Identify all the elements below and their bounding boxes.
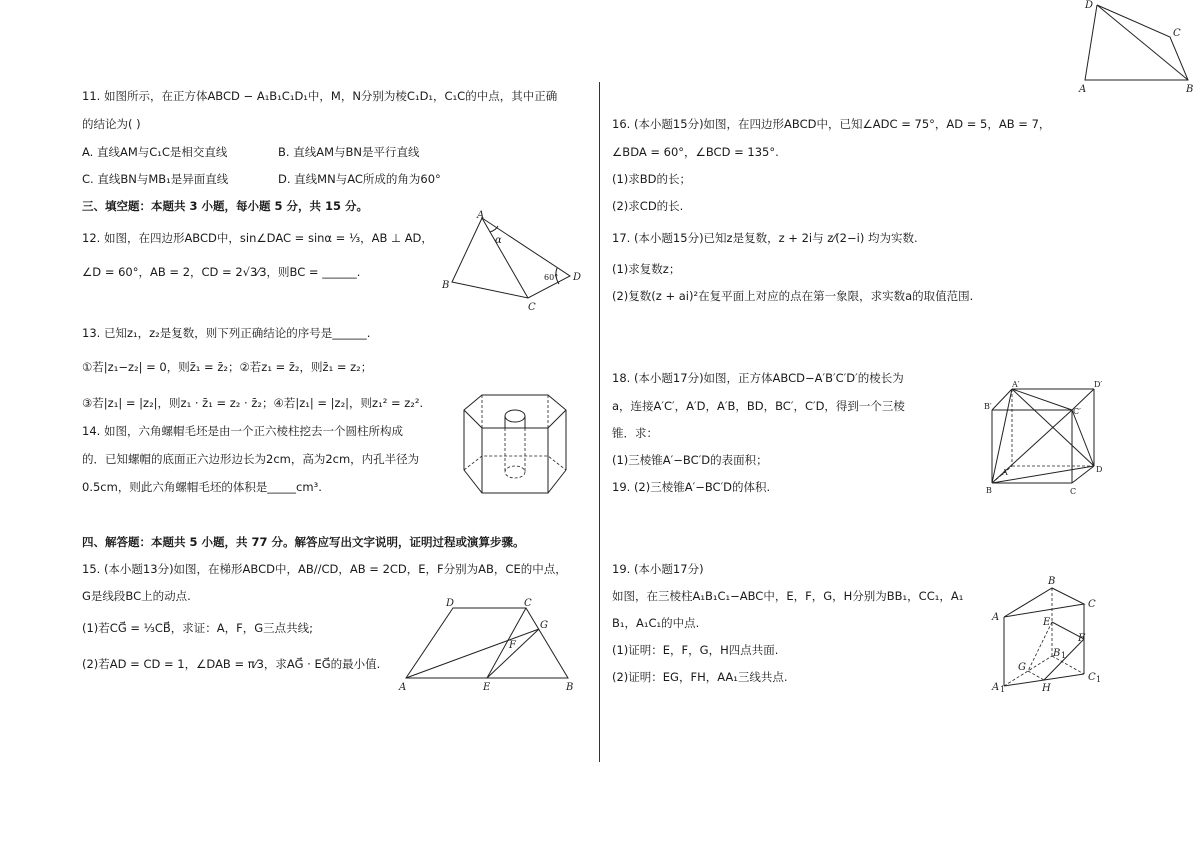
label-alpha: α — [495, 235, 502, 246]
label-C: C — [1088, 599, 1096, 610]
label-angle-60: 60° — [544, 273, 559, 282]
label-G: G — [1018, 662, 1026, 673]
label-B: B — [1048, 576, 1056, 587]
label-D: D — [1096, 465, 1103, 474]
q15-line1: 15. (本小题13分)如图，在梯形ABCD中，AB//CD，AB = 2CD，E，F分别为AB，CE的中点， — [82, 562, 567, 576]
q18-line4: (1)三棱锥A′−BC′D的表面积； — [612, 453, 768, 467]
label-E: E — [483, 682, 491, 693]
label-D: D — [573, 272, 582, 283]
q16-line4: (2)求CD的长. — [612, 199, 684, 213]
label-D: D — [1085, 0, 1094, 11]
label-B: B — [566, 682, 574, 693]
label-A: A — [477, 210, 485, 221]
q16-line1: 16. (本小题15分)如图，在四边形ABCD中，已知∠ADC = 75°，AD = 5，AB = 7， — [612, 117, 1051, 131]
q17-line1: 17. (本小题15分)已知z是复数，z + 2i与 z⁄(2−i) 均为实数. — [612, 231, 918, 245]
label-A: A — [992, 612, 1000, 623]
q19-line5: (2)证明：EG，FH，AA₁三线共点. — [612, 670, 788, 684]
q19-line3: B₁，A₁C₁的中点. — [612, 616, 700, 630]
label-C1: C — [1088, 672, 1096, 683]
q11-option-b: B. 直线AM与BN是平行直线 — [278, 145, 420, 159]
label-C1-sub: 1 — [1096, 675, 1102, 684]
figure-q19-prism — [988, 574, 1113, 694]
figure-q18-cube — [984, 378, 1109, 498]
q19-line2: 如图，在三棱柱A₁B₁C₁−ABC中，E，F，G，H分别为BB₁，CC₁，A₁ — [612, 589, 964, 603]
label-A1-sub: 1 — [1000, 685, 1006, 694]
label-F: F — [1078, 633, 1085, 644]
q11-option-d: D. 直线MN与AC所成的角为60° — [278, 172, 441, 186]
label-A: A — [399, 682, 407, 693]
q18-line1: 18. (本小题17分)如图，正方体ABCD−A′B′C′D′的棱长为 — [612, 371, 904, 385]
section-fill-in: 三、填空题：本题共 3 小题，每小题 5 分，共 15 分。 — [82, 199, 369, 213]
section-solutions: 四、解答题：本题共 5 小题，共 77 分。解答应写出文字说明，证明过程或演算步骤。 — [82, 535, 525, 549]
label-B: B — [986, 486, 992, 495]
label-A1: A′ — [1012, 380, 1020, 389]
q17-line3: (2)复数(z + ai)²在复平面上对应的点在第一象限，求实数a的取值范围. — [612, 289, 974, 303]
label-D: D — [446, 598, 455, 609]
q18-line3: 锥．求： — [612, 426, 658, 440]
figure-q15-trapezoid — [398, 596, 583, 694]
q18-line2: a，连接A′C′，A′D，A′B，BD，BC′，C′D，得到一个三棱 — [612, 399, 905, 413]
label-C1: C′ — [1073, 407, 1081, 416]
label-E: E — [1043, 617, 1051, 628]
label-B: B — [442, 280, 450, 291]
q11-option-c: C. 直线BN与MB₁是异面直线 — [82, 172, 229, 186]
label-C: C — [524, 598, 532, 609]
q18-line5: 19. (2)三棱锥A′−BC′D的体积. — [612, 480, 771, 494]
figure-q14-hex-nut — [460, 388, 575, 500]
q11-option-a: A. 直线AM与C₁C是相交直线 — [82, 145, 228, 159]
q12-line1: 12. 如图，在四边形ABCD中，sin∠DAC = sinα = ⅓，AB ⊥ AD， — [82, 231, 433, 245]
q13-line1: 13. 已知z₁，z₂是复数，则下列正确结论的序号是______. — [82, 326, 371, 340]
q17-line2: (1)求复数z； — [612, 262, 681, 276]
label-H: H — [1042, 683, 1051, 694]
label-G: G — [540, 620, 548, 631]
figure-q12-quadrilateral — [440, 210, 590, 315]
q11-line2: 的结论为( ) — [82, 117, 141, 131]
q15-line4: (2)若AD = CD = 1，∠DAB = π⁄3，求AG⃗ · EG⃗的最小值. — [82, 657, 381, 671]
q16-line2: ∠BDA = 60°，∠BCD = 135°. — [612, 145, 779, 159]
q11-line1: 11. 如图所示，在正方体ABCD − A₁B₁C₁D₁中，M，N分别为棱C₁D₁，C₁C的中点，其中正确 — [82, 89, 558, 103]
q19-line4: (1)证明：E，F，G，H四点共面. — [612, 643, 779, 657]
label-C: C — [1173, 28, 1181, 39]
label-B1: B — [1053, 648, 1061, 659]
q16-line3: (1)求BD的长； — [612, 172, 692, 186]
q15-line2: G是线段BC上的动点. — [82, 589, 191, 603]
label-F: F — [509, 640, 516, 651]
label-B1-sub: 1 — [1061, 651, 1067, 660]
q15-line3: (1)若CG⃗ = ⅓CB⃗，求证：A，F，G三点共线; — [82, 621, 314, 635]
figure-top-quadrilateral — [1078, 0, 1198, 95]
q13-line3: ③若|z₁| = |z₂|，则z₁ · z̄₁ = z₂ · z̄₂；④若|z₁| = |z₂|，则z₁² = z₂². — [82, 396, 424, 410]
label-C: C — [528, 302, 536, 313]
q14-line2: 的．已知螺帽的底面正六边形边长为2cm，高为2cm，内孔半径为 — [82, 452, 420, 466]
label-D1: D′ — [1094, 380, 1103, 389]
label-A: A — [1079, 84, 1087, 95]
q14-line1: 14. 如图，六角螺帽毛坯是由一个正六棱柱挖去一个圆柱所构成 — [82, 424, 403, 438]
q19-line1: 19. (本小题17分) — [612, 562, 704, 576]
q14-line3: 0.5cm，则此六角螺帽毛坯的体积是_____cm³. — [82, 480, 322, 494]
column-divider — [599, 82, 600, 762]
label-A1: A — [992, 682, 1000, 693]
label-B1: B′ — [984, 402, 992, 411]
q12-line2: ∠D = 60°，AB = 2，CD = 2√3⁄3，则BC = ______. — [82, 265, 361, 279]
label-B: B — [1186, 84, 1194, 95]
label-A: A — [1002, 468, 1008, 477]
q13-line2: ①若|z₁−z₂| = 0，则z̄₁ = z̄₂；②若z₁ = z̄₂，则z̄₁ = z₂； — [82, 360, 373, 374]
label-C: C — [1070, 487, 1077, 496]
